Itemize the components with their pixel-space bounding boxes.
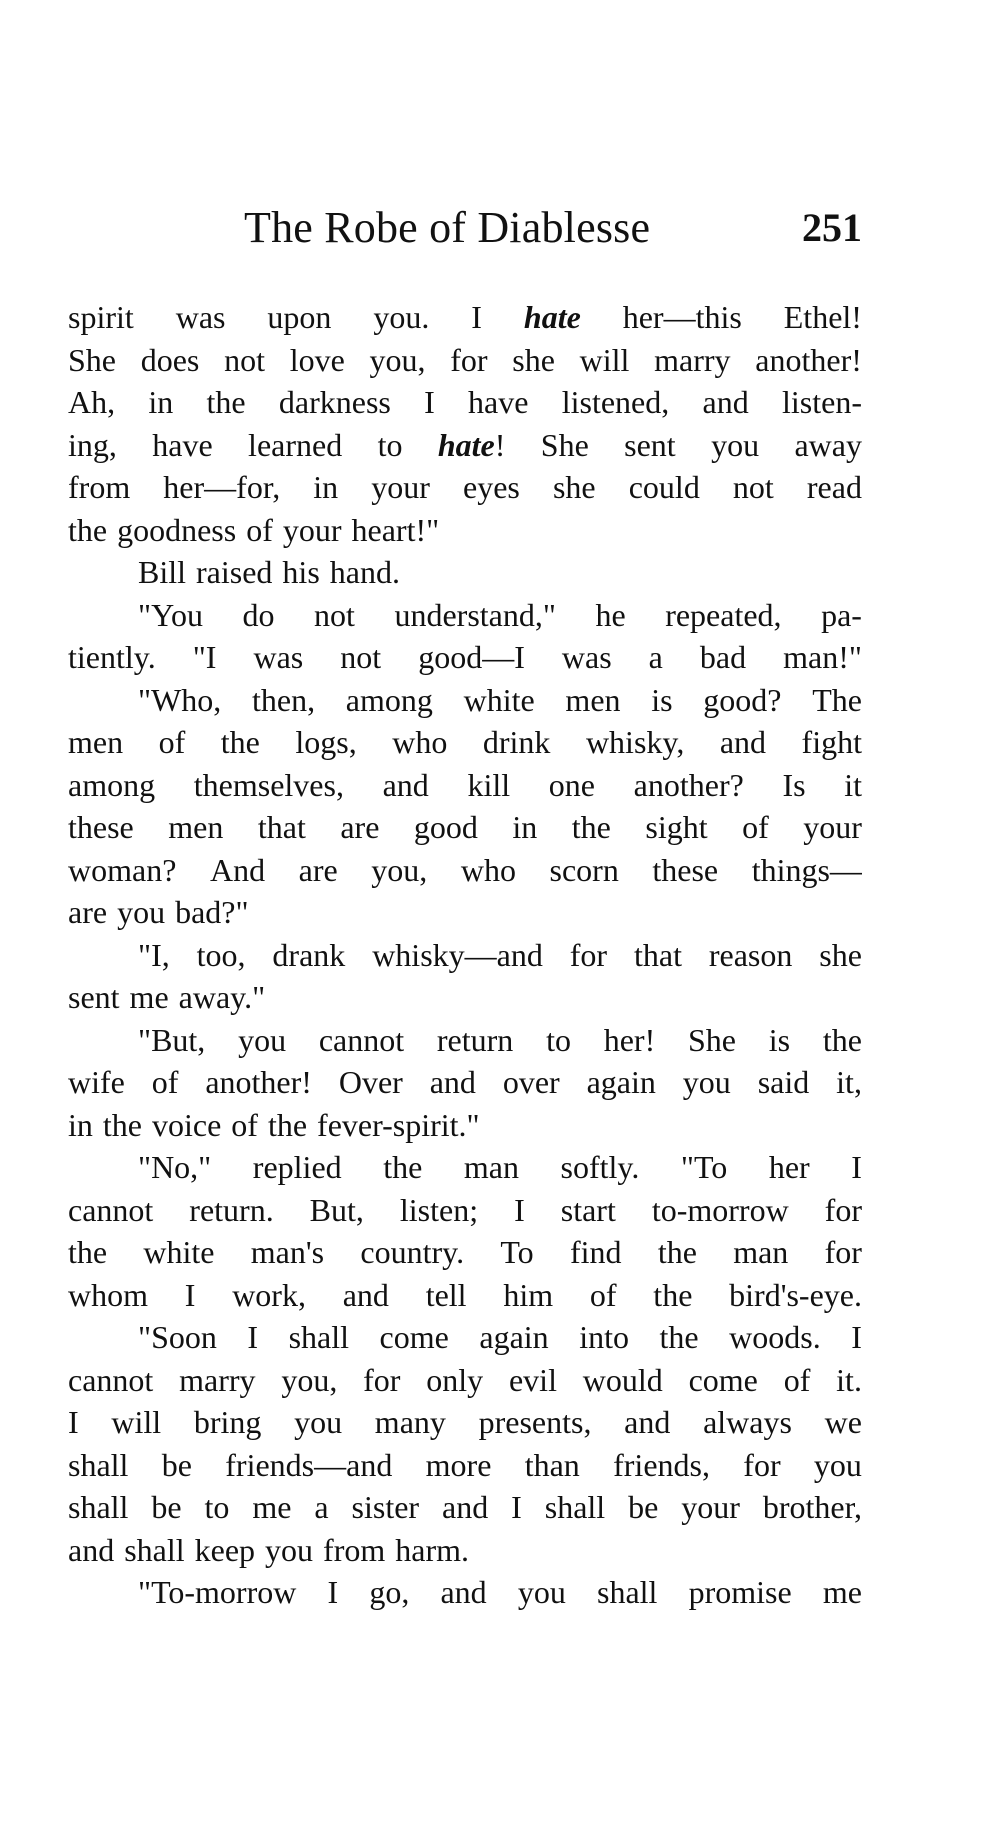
word: could (628, 469, 700, 505)
word: from (323, 1531, 386, 1568)
word: Ah, (68, 384, 116, 420)
word: are (68, 894, 108, 930)
word: themselves, (193, 766, 344, 803)
word: he (595, 596, 626, 633)
word: and (382, 766, 429, 803)
word: your (282, 511, 342, 548)
text-line (68, 1486, 862, 1529)
word: softly. (560, 1149, 640, 1185)
word: of (783, 1361, 811, 1398)
word: bring (193, 1404, 262, 1440)
word: then, (251, 681, 316, 718)
word: shall (288, 1319, 350, 1355)
text-line (68, 1061, 862, 1104)
word: love (289, 341, 345, 378)
text-line (68, 381, 862, 424)
word: cannot (68, 1191, 154, 1228)
word: things— (751, 851, 862, 888)
word: who (392, 724, 448, 760)
word: She (540, 426, 589, 463)
word: it (844, 766, 862, 803)
text-line (68, 1529, 862, 1572)
word: men (565, 681, 621, 718)
word: I (424, 384, 435, 420)
word: among (345, 681, 433, 718)
word: do (242, 596, 275, 633)
word: the (267, 1106, 308, 1143)
word: another! (205, 1064, 312, 1100)
word: is (651, 681, 673, 718)
word: for (363, 1361, 401, 1398)
text-line (68, 976, 862, 1019)
text-line (68, 1444, 862, 1487)
word: Bill (138, 554, 187, 590)
word: man (463, 1149, 519, 1185)
text-line (68, 466, 862, 509)
word: of (151, 1064, 179, 1100)
word: But, (309, 1191, 364, 1228)
word: I (514, 1191, 525, 1228)
word: would (582, 1361, 663, 1398)
word: these (652, 851, 719, 888)
word: are (340, 809, 380, 845)
word: start (560, 1191, 616, 1228)
text-line (68, 1231, 862, 1274)
word: sight (645, 809, 708, 845)
word: go, (369, 1574, 410, 1610)
word: your (681, 1489, 740, 1525)
word: and (440, 1574, 487, 1610)
word: I (327, 1574, 339, 1610)
word: brother, (762, 1489, 862, 1525)
text-line (68, 679, 862, 722)
text-line (68, 1274, 862, 1317)
text-line (68, 636, 862, 679)
word: presents, (478, 1404, 592, 1440)
word: come (688, 1361, 758, 1398)
word: you (238, 1021, 287, 1058)
word: "To-morrow (138, 1574, 297, 1610)
word: good? (703, 681, 782, 718)
word: and (429, 1064, 476, 1100)
word: of (246, 511, 273, 548)
text-line (68, 721, 862, 764)
body-text (68, 296, 862, 1614)
word: me (129, 979, 169, 1015)
word: friends, (613, 1446, 710, 1483)
word: among (68, 766, 156, 803)
word: me (252, 1489, 292, 1525)
word: white (143, 1234, 215, 1270)
word: you (294, 1404, 343, 1440)
word: that (633, 936, 682, 973)
word: I (247, 1319, 259, 1355)
word: the (657, 1234, 697, 1270)
word: logs, (295, 724, 357, 760)
word: for (743, 1446, 781, 1483)
running-head (68, 198, 862, 258)
word: does (140, 341, 200, 378)
word: her! (603, 1021, 656, 1058)
word: goodness (117, 511, 237, 548)
word: and (702, 384, 749, 420)
word: one (548, 766, 595, 803)
word: hand. (329, 554, 400, 590)
word: marry (654, 341, 731, 378)
word: are (298, 851, 338, 888)
word: many (374, 1404, 446, 1440)
word: not (732, 469, 774, 505)
word: be (628, 1489, 659, 1525)
word: eyes (463, 469, 520, 505)
word: whom (68, 1276, 148, 1313)
word: bad (699, 639, 747, 675)
text-line (68, 806, 862, 849)
word: fever-spirit." (317, 1106, 480, 1143)
word: we (824, 1404, 862, 1440)
word: whisky, (585, 724, 685, 760)
word: to (377, 426, 403, 463)
word: the (68, 1234, 108, 1270)
word: fight (801, 724, 862, 760)
word: man (733, 1234, 789, 1270)
word: the (653, 1276, 693, 1313)
word: And (209, 851, 266, 888)
text-line (68, 891, 862, 934)
word: I (68, 1404, 79, 1440)
word: tiently. (68, 639, 156, 675)
word: whisky—and (372, 936, 543, 973)
word: these (68, 809, 134, 845)
word: you (813, 1446, 862, 1483)
word: of (231, 1106, 258, 1143)
word: ing, (68, 426, 117, 463)
word: she (819, 936, 862, 973)
text-line (68, 1316, 862, 1359)
word: come (379, 1319, 449, 1355)
word: only (426, 1361, 484, 1398)
word: listen; (399, 1191, 479, 1228)
word: that (257, 809, 306, 845)
word: "You (138, 596, 203, 633)
word: raised (196, 554, 273, 590)
text-line (68, 1019, 862, 1062)
word: spirit (68, 299, 134, 335)
word: you, (371, 851, 428, 888)
word: have (152, 426, 213, 463)
word: always (703, 1404, 792, 1440)
running-title: The Robe of Diablesse (244, 203, 651, 252)
word: for (569, 936, 608, 973)
word: pa- (821, 596, 862, 633)
word: a (648, 639, 663, 675)
word: is (768, 1021, 791, 1058)
word: learned (248, 426, 343, 463)
word: I (851, 1319, 862, 1355)
word: darkness (278, 384, 391, 420)
word: Over (338, 1064, 403, 1100)
word: reason (708, 936, 793, 973)
word: you. (373, 299, 430, 335)
word: man!" (783, 639, 862, 675)
word: drank (272, 936, 346, 973)
text-line (68, 1189, 862, 1232)
word: men (168, 809, 224, 845)
word: shall (124, 1531, 185, 1568)
word: repeated, (665, 596, 782, 633)
word: not (340, 639, 382, 675)
word: in (68, 1106, 93, 1143)
text-line (68, 551, 862, 594)
word: in (148, 384, 174, 420)
word: "No," (138, 1149, 212, 1185)
word: man's (250, 1234, 325, 1270)
word: and (342, 1276, 389, 1313)
word: her—this (622, 299, 742, 335)
word: than (524, 1446, 580, 1483)
word: hate! (437, 426, 506, 463)
word: not (224, 341, 265, 378)
word: heart!" (351, 511, 440, 548)
word: evil (508, 1361, 557, 1398)
word: "Who, (138, 681, 222, 718)
word: harm. (395, 1531, 469, 1568)
word: you (711, 426, 760, 463)
text-line (68, 1146, 862, 1189)
word: I (184, 1276, 196, 1313)
word: the (102, 1106, 142, 1143)
word: your (371, 469, 430, 505)
word: return. (189, 1191, 274, 1228)
word: kill (467, 766, 511, 803)
word: friends—and (225, 1446, 393, 1483)
word: Ethel! (783, 299, 862, 335)
word: his (282, 554, 320, 590)
word: you (517, 1574, 566, 1610)
word: the (822, 1021, 862, 1058)
word: again (586, 1064, 656, 1100)
word: you, (281, 1361, 338, 1398)
word: for (824, 1234, 862, 1270)
word: listened, (561, 384, 670, 420)
word: sister (351, 1489, 420, 1525)
text-line (68, 339, 862, 382)
page-number: 251 (802, 205, 862, 250)
word: cannot (318, 1021, 405, 1058)
word: it, (836, 1064, 862, 1100)
word: "I, (138, 936, 170, 973)
word: the (571, 809, 611, 845)
word: in (313, 469, 339, 505)
word: she (552, 469, 596, 505)
word: of (158, 724, 186, 760)
word: understand," (394, 596, 556, 633)
word: you (117, 894, 166, 930)
word: away (794, 426, 862, 463)
word: white (463, 681, 535, 718)
word: marry (179, 1361, 256, 1398)
word: scorn (549, 851, 619, 888)
word: shall (596, 1574, 658, 1610)
word: shall (68, 1489, 129, 1525)
word: "But, (138, 1021, 206, 1058)
word: will (579, 341, 630, 378)
word: listen- (781, 384, 862, 420)
word: sent (68, 979, 120, 1015)
word: to-morrow (651, 1191, 789, 1228)
word: it. (836, 1361, 862, 1398)
word: "To (680, 1149, 728, 1185)
word: find (569, 1234, 622, 1270)
word: men (68, 724, 124, 760)
word: more (425, 1446, 492, 1483)
word: upon (267, 299, 332, 335)
word: you, (369, 341, 426, 378)
word: be (151, 1489, 182, 1525)
word: voice (151, 1106, 222, 1143)
word: you (265, 1531, 314, 1568)
word: have (468, 384, 529, 420)
word: she (512, 341, 555, 378)
word: will (111, 1404, 162, 1440)
word: too, (196, 936, 246, 973)
word: She (68, 341, 116, 378)
text-line (68, 764, 862, 807)
text-line (68, 424, 862, 467)
word: shall (544, 1489, 606, 1525)
text-line (68, 1571, 862, 1614)
word: To (500, 1234, 534, 1270)
word: shall (68, 1446, 129, 1483)
word: "Soon (138, 1319, 217, 1355)
word: her (768, 1149, 810, 1185)
word: of (589, 1276, 617, 1313)
word: cannot (68, 1361, 154, 1398)
word: read (806, 469, 862, 505)
word: and (68, 1531, 115, 1568)
word: keep (194, 1531, 256, 1568)
word: was (561, 639, 612, 675)
word: not (314, 596, 355, 633)
word: me (822, 1574, 862, 1610)
word: you (682, 1064, 731, 1100)
word: be (161, 1446, 192, 1483)
word: of (742, 809, 769, 845)
word: good—I (418, 639, 525, 675)
word: to (204, 1489, 230, 1525)
word: country. (360, 1234, 465, 1270)
word: was (253, 639, 304, 675)
word: hate (523, 299, 581, 335)
word: promise (688, 1574, 792, 1610)
word: another! (755, 341, 862, 378)
word: and (719, 724, 767, 760)
word: the (68, 511, 108, 548)
word: I (511, 1489, 522, 1525)
word: bad?" (175, 894, 249, 930)
word: away." (178, 979, 266, 1015)
word: over (502, 1064, 560, 1100)
word: The (812, 681, 862, 718)
word: woods. (729, 1319, 821, 1355)
word: drink (482, 724, 551, 760)
text-line (68, 849, 862, 892)
word: and (624, 1404, 671, 1440)
word: bird's-eye. (729, 1276, 862, 1313)
word: was (175, 299, 226, 335)
word: the (220, 724, 260, 760)
word: return (436, 1021, 514, 1058)
word: work, (232, 1276, 306, 1313)
word: replied (252, 1149, 342, 1185)
word: another? (633, 766, 744, 803)
word: Is (782, 766, 806, 803)
word: your (803, 809, 862, 845)
word: sent (624, 426, 676, 463)
word: "I (192, 639, 217, 675)
word: again (479, 1319, 549, 1355)
text-line (68, 1401, 862, 1444)
word: the (659, 1319, 699, 1355)
word: for (824, 1191, 862, 1228)
word: from (68, 469, 131, 505)
word: and (442, 1489, 489, 1525)
word: him (503, 1276, 554, 1313)
word: I (851, 1149, 862, 1185)
text-line (68, 934, 862, 977)
word: into (579, 1319, 629, 1355)
text-line (68, 296, 862, 339)
word: in (512, 809, 538, 845)
word: said (757, 1064, 810, 1100)
word: for (450, 341, 488, 378)
word: a (314, 1489, 329, 1525)
word: to (546, 1021, 571, 1058)
word: woman? (68, 851, 177, 888)
text-line (68, 1104, 862, 1147)
word: I (471, 299, 482, 335)
text-line (68, 594, 862, 637)
word: wife (68, 1064, 125, 1100)
word: good (413, 809, 478, 845)
word: tell (425, 1276, 467, 1313)
word: the (206, 384, 246, 420)
word: who (460, 851, 516, 888)
word: her—for, (163, 469, 281, 505)
text-line (68, 509, 862, 552)
word: She (688, 1021, 736, 1058)
text-line (68, 1359, 862, 1402)
word: the (383, 1149, 423, 1185)
